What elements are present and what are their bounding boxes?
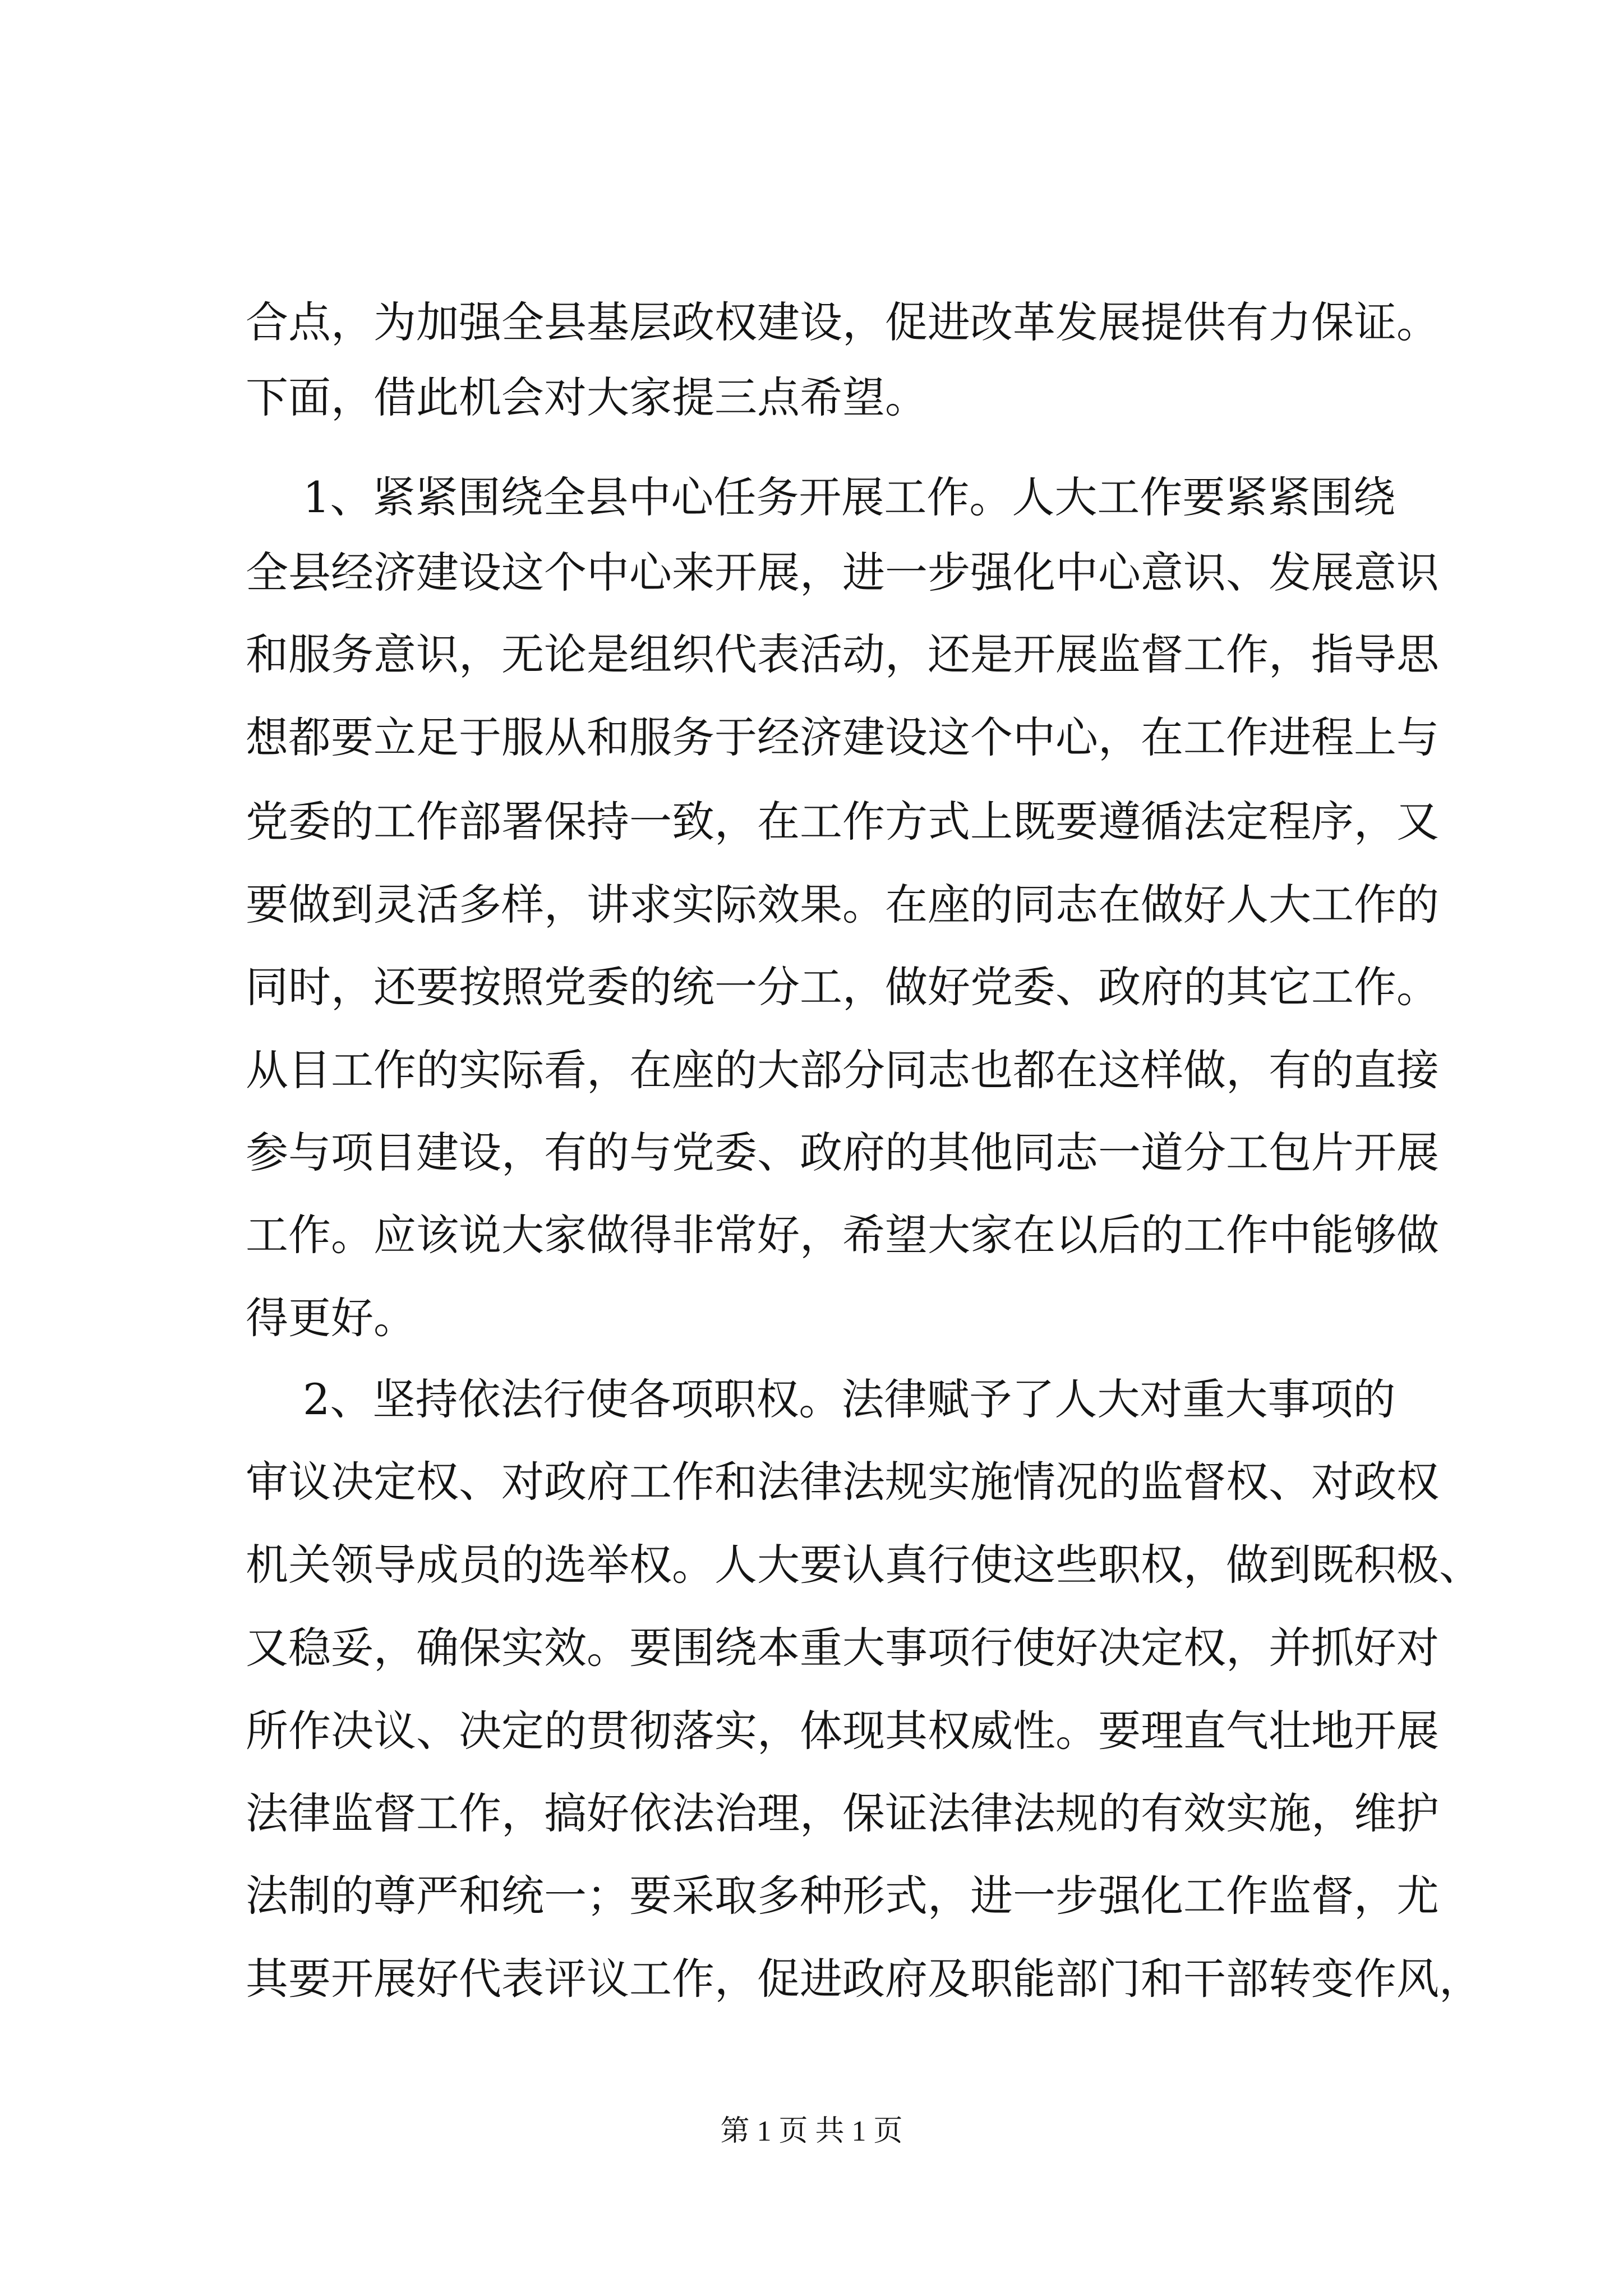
text-line-10: 从目工作的实际看，在座的大部分同志也都在这样做，有的直接 bbox=[246, 1045, 1439, 1095]
text-line-21: 其要开展好代表评议工作，促进政府及职能部门和干部转变作风， bbox=[246, 1954, 1482, 2004]
text-line-8: 要做到灵活多样，讲求实际效果。在座的同志在做好人大工作的 bbox=[246, 880, 1439, 930]
text-line-18: 所作决议、决定的贯彻落实，体现其权威性。要理直气壮地开展 bbox=[246, 1706, 1439, 1756]
text-line-3: 1、紧紧围绕全县中心任务开展工作。人大工作要紧紧围绕 bbox=[303, 472, 1396, 522]
text-line-13: 得更好。 bbox=[246, 1293, 416, 1343]
text-line-19: 法律监督工作，搞好依法治理，保证法律法规的有效实施，维护 bbox=[246, 1788, 1439, 1838]
text-line-14: 2、坚持依法行使各项职权。法律赋予了人大对重大事项的 bbox=[303, 1374, 1396, 1424]
text-line-6: 想都要立足于服从和服务于经济建设这个中心，在工作进程上与 bbox=[246, 712, 1439, 762]
text-line-20: 法制的尊严和统一；要采取多种形式，进一步强化工作监督，尤 bbox=[246, 1871, 1439, 1921]
text-line-4: 全县经济建设这个中心来开展，进一步强化中心意识、发展意识 bbox=[246, 547, 1439, 597]
page-number-footer: 第 1 页 共 1 页 bbox=[720, 2115, 903, 2147]
text-line-9: 同时，还要按照党委的统一分工，做好党委、政府的其它工作。 bbox=[246, 962, 1439, 1012]
text-line-16: 机关领导成员的选举权。人大要认真行使这些职权，做到既积极、 bbox=[246, 1540, 1482, 1590]
text-line-15: 审议决定权、对政府工作和法律法规实施情况的监督权、对政权 bbox=[246, 1457, 1439, 1507]
text-line-1: 合点，为加强全县基层政权建设，促进改革发展提供有力保证。 bbox=[246, 297, 1439, 347]
text-line-7: 党委的工作部署保持一致，在工作方式上既要遵循法定程序，又 bbox=[246, 797, 1439, 846]
text-line-12: 工作。应该说大家做得非常好，希望大家在以后的工作中能够做 bbox=[246, 1210, 1439, 1260]
text-line-5: 和服务意识，无论是组织代表活动，还是开展监督工作，指导思 bbox=[246, 629, 1439, 679]
text-line-17: 又稳妥，确保实效。要围绕本重大事项行使好决定权，并抓好对 bbox=[246, 1623, 1439, 1673]
text-line-2: 下面，借此机会对大家提三点希望。 bbox=[246, 372, 928, 422]
text-line-11: 参与项目建设，有的与党委、政府的其他同志一道分工包片开展 bbox=[246, 1128, 1439, 1177]
